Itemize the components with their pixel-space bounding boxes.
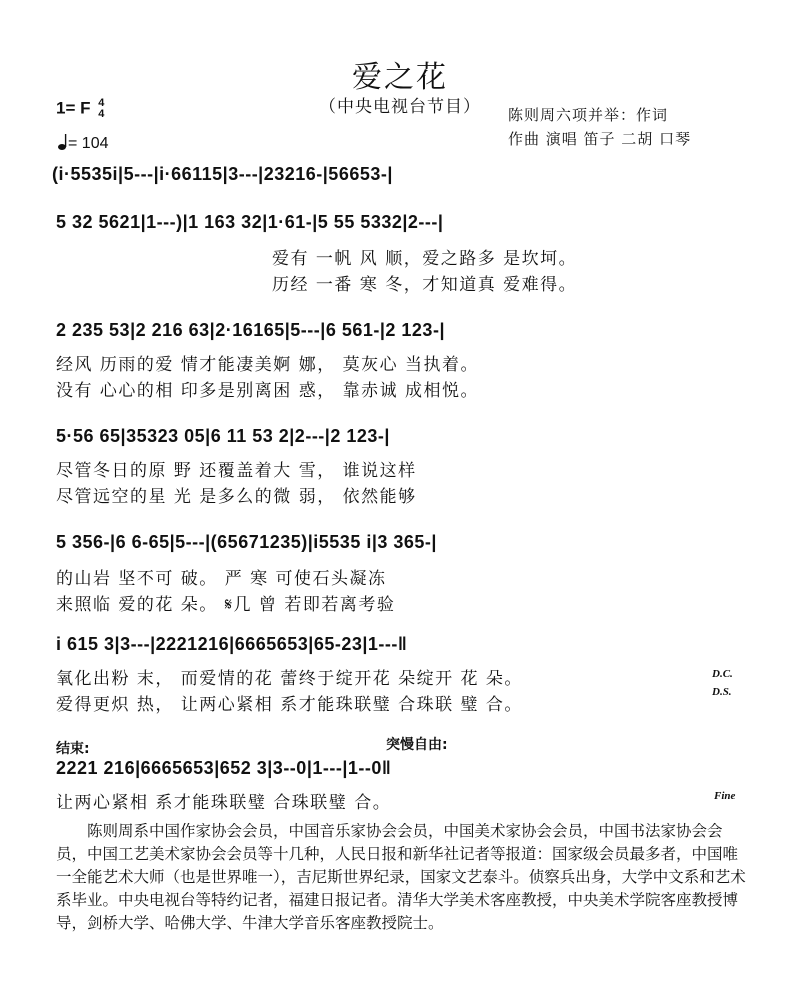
- key-signature: [56, 98, 104, 120]
- lyric-row-5-verse-2: 来照临 爱的花 朵。 𝄋几 曾 若即若离考验: [56, 595, 396, 615]
- key-label: 1= F: [56, 98, 91, 118]
- lyric-row-6-verse-1: 氧化出粉 末， 而爱情的花 蕾终于绽开花 朵绽开 花 朵。: [56, 669, 523, 689]
- tempo-free-mark: 突慢自由:: [386, 737, 448, 753]
- credit-line-1: 陈则周六项并举：作词: [508, 106, 669, 124]
- lyric-row-4-verse-1: 尽管冬日的原 野 还覆盖着大 雪， 谁说这样: [56, 461, 417, 481]
- lyric-row-6-verse-2: 爱得更炽 热， 让两心紧相 系才能珠联璧 合珠联 璧 合。: [56, 695, 523, 715]
- coda-row: 2221 216|6665653|652 3|3--0|1---|1--0‖: [56, 758, 392, 778]
- dc-mark: D.C.: [712, 668, 733, 680]
- author-bio: [56, 820, 746, 935]
- score-row-3: 2 235 53|2 216 63|2·16165|5---|6 561-|2 123-|: [56, 320, 445, 340]
- song-subtitle: （中央电视台节目）: [319, 97, 481, 117]
- score-row-4: 5·56 65|35323 05|6 11 53 2|2---|2 123-|: [56, 426, 390, 446]
- score-row-2: 5 32 5621|1---)|1 163 32|1·61-|5 55 5332|2---|: [56, 212, 444, 232]
- lyric-row-3-verse-2: 没有 心心的相 印多是别离困 惑， 靠赤诚 成相悦。: [56, 381, 480, 401]
- fine-mark: Fine: [714, 790, 736, 802]
- coda-lyric: 让两心紧相 系才能珠联璧 合珠联璧 合。: [56, 793, 392, 813]
- tempo-marking: [58, 133, 108, 153]
- ds-mark: D.S.: [712, 686, 732, 698]
- tempo-value: = 104: [68, 135, 109, 152]
- coda-label: 结束:: [56, 741, 90, 757]
- author-bio-text: 陈则周系中国作家协会会员，中国音乐家协会会员，中国美术家协会会员，中国书法家协会会员，中国工艺美术家协会会员等十几种，人民日报和新华社记者等报道：国家级会员最多者，中国唯一全能艺术大师（也是世界唯一），吉尼斯世界纪录，国家文艺泰斗。侦察兵出身，大学中文系和艺术系毕业。中央电视台等特约记者，福建日报记者。清华大学美术客座教授，中央美术学院客座教授博导，剑桥大学、哈佛大学、牛津大学音乐客座教授院士。: [56, 822, 746, 932]
- time-denominator: 4: [98, 108, 105, 120]
- score-row-1: (i·5535i|5---|i·66115|3---|23216-|56653-|: [52, 164, 393, 184]
- score-row-6: i 615 3|3---|2221216|6665653|65-23|1---‖: [56, 634, 408, 654]
- credit-line-2: 作曲 演唱 笛子 二胡 口琴: [508, 130, 692, 148]
- lyric-row-4-verse-2: 尽管远空的星 光 是多么的微 弱， 依然能够: [56, 487, 417, 507]
- lyric-row-5-verse-1: 的山岩 坚不可 破。 严 寒 可使石头凝冻: [56, 569, 387, 589]
- time-numerator: 4: [98, 97, 105, 109]
- time-signature: [98, 98, 104, 120]
- score-row-5: 5 356-|6 6-65|5---|(65671235)|i5535 i|3 365-|: [56, 532, 437, 552]
- lyric-row-2-verse-2: 历经 一番 寒 冬，才知道真 爱难得。: [272, 275, 578, 295]
- song-title: 爱之花: [352, 60, 448, 95]
- lyric-row-3-verse-1: 经风 历雨的爱 情才能凄美婀 娜， 莫灰心 当执着。: [56, 355, 480, 375]
- lyric-row-2-verse-1: 爱有 一帆 风 顺，爱之路多 是坎坷。: [272, 249, 578, 269]
- quarter-note-icon: [58, 133, 68, 151]
